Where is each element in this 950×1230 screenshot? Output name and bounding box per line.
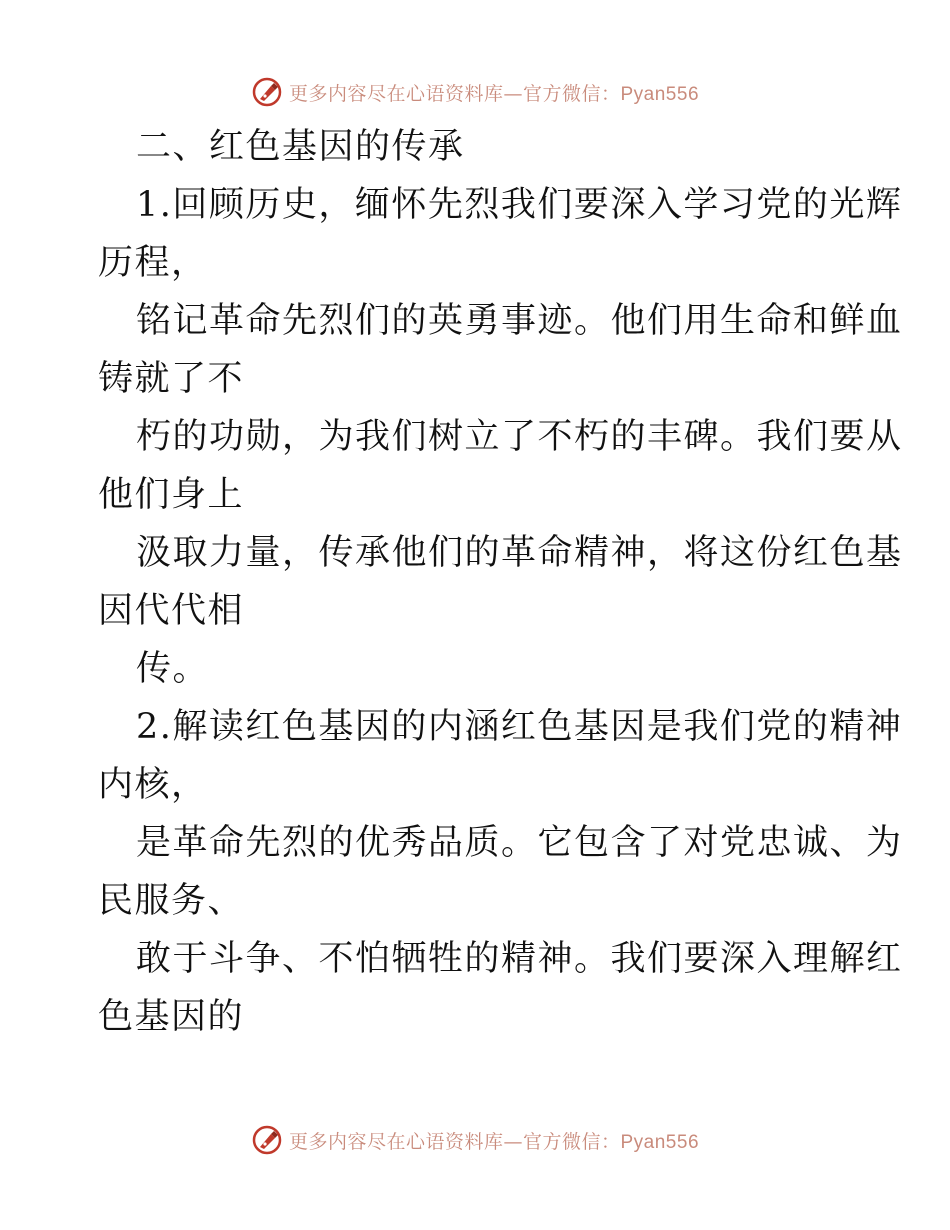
paragraph-line: 内核， [98,765,208,805]
footer-watermark-text: 更多内容尽在心语资料库—官方微信： [288,1130,621,1153]
paragraph-line: 是革命先烈的优秀品质。它包含了对党忠诚、为 [136,823,903,863]
paragraph-line: 朽的功勋，为我们树立了不朽的丰碑。我们要从 [136,417,903,457]
paragraph-line: 汲取力量，传承他们的革命精神，将这份红色基 [136,533,903,573]
section-heading: 二、红色基因的传承 [136,127,465,167]
footer-watermark [0,1120,950,1160]
header-watermark [0,72,950,112]
paragraph-line: 铸就了不 [98,359,245,399]
pen-nib-logo-icon [251,1124,283,1156]
header-watermark-text: 更多内容尽在心语资料库—官方微信： [288,82,621,105]
paragraph-line: 他们身上 [98,475,245,515]
paragraph-line: 历程， [98,243,208,283]
footer-wechat-id: Pyan556 [620,1131,700,1153]
document-body [98,118,903,1046]
paragraph-line: 铭记革命先烈们的英勇事迹。他们用生命和鲜血 [136,301,903,341]
header-wechat-id: Pyan556 [620,83,700,105]
paragraph-line: 色基因的 [98,997,245,1037]
paragraph-line: 敢于斗争、不怕牺牲的精神。我们要深入理解红 [136,939,903,979]
paragraph-line: 2.解读红色基因的内涵红色基因是我们党的精神 [136,707,903,747]
pen-nib-logo-icon [251,76,283,108]
paragraph-line: 民服务、 [98,881,245,921]
paragraph-line: 1.回顾历史，缅怀先烈我们要深入学习党的光辉 [136,185,903,225]
paragraph-line: 传。 [136,649,210,689]
paragraph-line: 因代代相 [98,591,245,631]
